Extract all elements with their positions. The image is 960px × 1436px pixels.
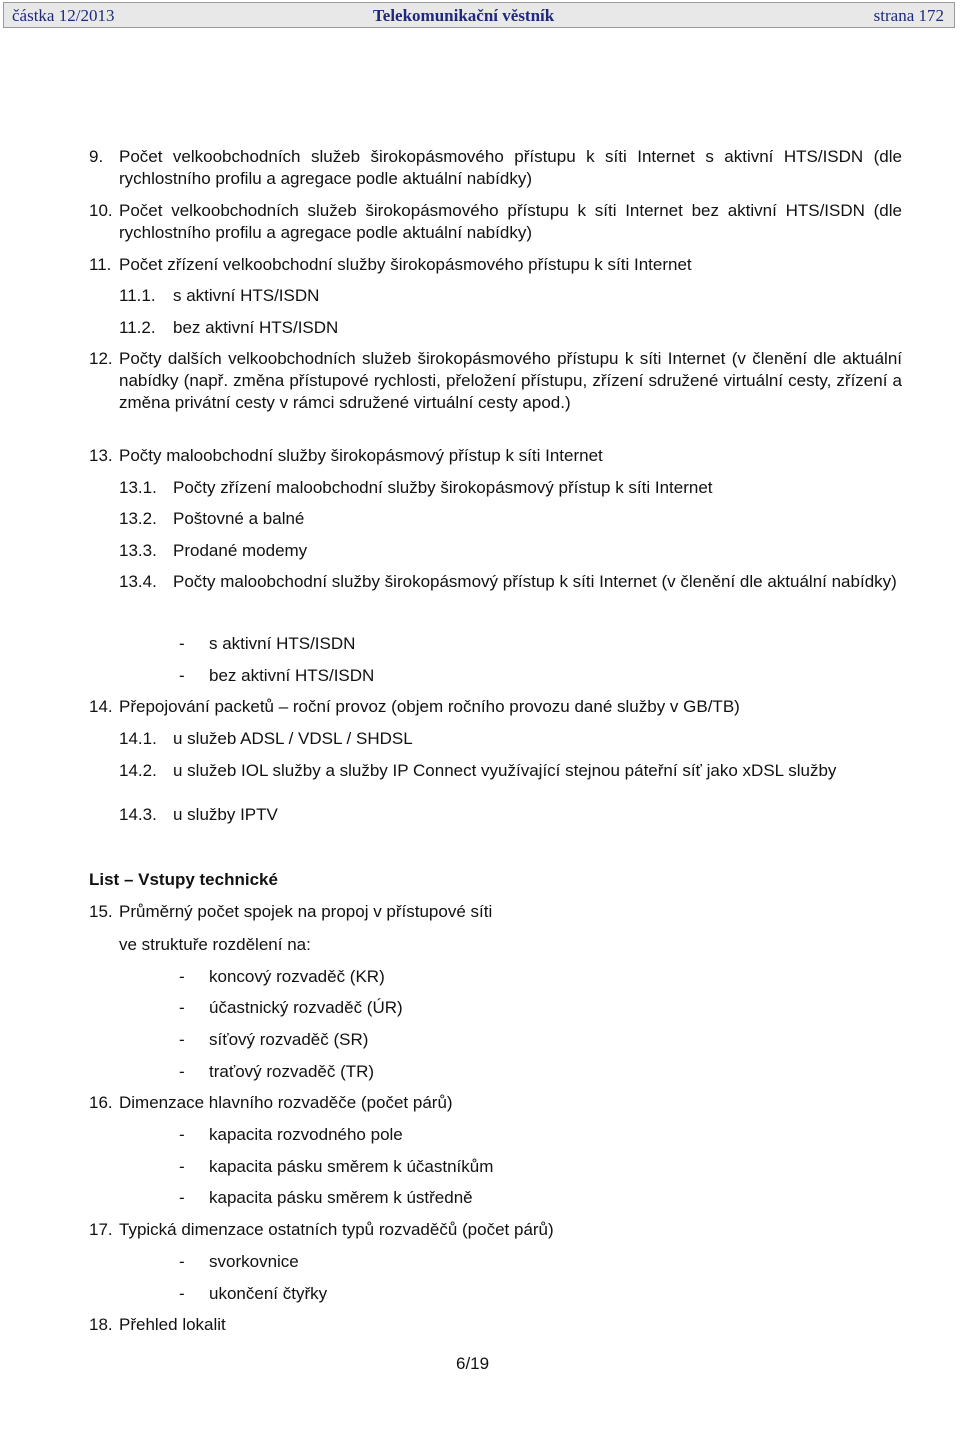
item-text: síťový rozvaděč (SR)	[209, 1030, 369, 1049]
item-text: Počty maloobchodní služby širokopásmový přístup k síti Internet (v členění dle aktuální nabídky)	[173, 572, 897, 591]
dash-marker: -	[179, 1252, 185, 1271]
item-text: bez aktivní HTS/ISDN	[173, 318, 339, 337]
item-text: kapacita rozvodného pole	[209, 1125, 403, 1144]
item-number: 17.	[89, 1220, 113, 1239]
item-text: Počty maloobchodní služby širokopásmový přístup k síti Internet	[119, 446, 603, 465]
item-number: 11.1.	[119, 286, 156, 305]
item-number: 13.1.	[119, 478, 157, 497]
item-text: s aktivní HTS/ISDN	[209, 634, 356, 653]
item-number: 13.3.	[119, 541, 157, 560]
list-item	[89, 146, 902, 190]
item-number: 15.	[89, 902, 113, 921]
item-text: kapacita pásku směrem k ústředně	[209, 1188, 473, 1207]
item-text: Přehled lokalit	[119, 1315, 226, 1334]
item-number: 9.	[89, 147, 104, 166]
subitem	[89, 728, 956, 750]
item-text: účastnický rozvaděč (ÚR)	[209, 998, 403, 1017]
subitem	[89, 804, 956, 826]
dash-item	[89, 665, 960, 687]
subitem	[89, 477, 956, 499]
subitem	[89, 508, 956, 530]
dash-item	[89, 1187, 960, 1209]
item-number: 11.2.	[119, 318, 156, 337]
subitem	[89, 317, 956, 339]
item-number: 14.1.	[119, 729, 157, 748]
item-text: svorkovnice	[209, 1252, 299, 1271]
dash-item	[89, 1283, 960, 1305]
journal-title: Telekomunikační věstník	[373, 6, 555, 25]
item-text: Typická dimenzace ostatních typů rozvaděčů (počet párů)	[119, 1220, 554, 1239]
sheet-heading	[89, 869, 872, 891]
item-text: bez aktivní HTS/ISDN	[209, 666, 375, 685]
item-number: 10.	[89, 201, 113, 220]
item-text: Počty zřízení maloobchodní služby širokopásmový přístup k síti Internet	[173, 478, 713, 497]
list-item	[89, 254, 902, 276]
item-number: 13.4.	[119, 572, 157, 591]
dash-marker: -	[179, 1284, 185, 1303]
dash-marker: -	[179, 634, 185, 653]
list-item	[89, 445, 902, 467]
dash-marker: -	[179, 1125, 185, 1144]
item-text: List – Vstupy technické	[89, 870, 278, 889]
item-text: u služby IPTV	[173, 805, 278, 824]
dash-item	[89, 1124, 960, 1146]
list-item	[89, 934, 902, 956]
item-number: 16.	[89, 1093, 113, 1112]
item-text: Počet zřízení velkoobchodní služby širokopásmového přístupu k síti Internet	[119, 255, 692, 274]
item-text: Prodané modemy	[173, 541, 308, 560]
item-text: Poštovné a balné	[173, 509, 305, 528]
dash-item	[89, 1029, 960, 1051]
item-text: u služeb IOL služby a služby IP Connect využívající stejnou páteřní síť jako xDSL služby	[173, 761, 837, 780]
dash-marker: -	[179, 666, 185, 685]
dash-item	[89, 1061, 960, 1083]
dash-marker: -	[179, 967, 185, 986]
item-number: 14.	[89, 697, 113, 716]
item-number: 13.	[89, 446, 113, 465]
page-label: strana 172	[873, 6, 944, 25]
dash-item	[89, 633, 960, 655]
dash-marker: -	[179, 1030, 185, 1049]
subitem	[89, 571, 956, 593]
subitem	[89, 760, 956, 782]
page-number: 6/19	[456, 1354, 490, 1373]
list-item	[89, 1219, 902, 1241]
dash-item	[89, 1251, 960, 1273]
dash-item	[89, 997, 960, 1019]
list-item	[89, 901, 902, 923]
item-text: Počet velkoobchodních služeb širokopásmového přístupu k síti Internet bez aktivní HTS/ISDN (dle rychlostního profilu a agregace podle aktuální nabídky)	[119, 201, 902, 242]
item-number: 11.	[89, 255, 112, 274]
subitem	[89, 540, 956, 562]
item-text: kapacita pásku směrem k účastníkům	[209, 1157, 494, 1176]
issue-label: částka 12/2013	[12, 6, 115, 25]
item-text: u služeb ADSL / VDSL / SHDSL	[173, 729, 413, 748]
page-header	[3, 2, 955, 28]
list-item	[89, 348, 902, 414]
dash-marker: -	[179, 1157, 185, 1176]
list-item	[89, 1092, 902, 1114]
dash-marker: -	[179, 1062, 185, 1081]
dash-marker: -	[179, 998, 185, 1017]
item-text: Počty dalších velkoobchodních služeb širokopásmového přístupu k síti Internet (v členění dle aktuální nabídky (např. změna přístupové rychlosti, přeložení přístupu, zřízení sdružené virtuální cesty, zřízení a změna privátní cesty v rámci sdružené virtuální cesty apod.)	[119, 349, 902, 412]
subitem	[89, 285, 956, 307]
item-text: koncový rozvaděč (KR)	[209, 967, 385, 986]
item-number: 14.3.	[119, 805, 157, 824]
list-item	[89, 696, 902, 718]
item-text: s aktivní HTS/ISDN	[173, 286, 320, 305]
item-text: Přepojování packetů – roční provoz (objem ročního provozu dané služby v GB/TB)	[119, 697, 740, 716]
list-item	[89, 200, 902, 244]
dash-marker: -	[179, 1188, 185, 1207]
item-number: 12.	[89, 349, 113, 368]
item-text: ve struktuře rozdělení na:	[119, 935, 311, 954]
item-number: 13.2.	[119, 509, 157, 528]
item-text: Počet velkoobchodních služeb širokopásmového přístupu k síti Internet s aktivní HTS/ISDN (dle rychlostního profilu a agregace podle aktuální nabídky)	[119, 147, 902, 188]
item-text: Průměrný počet spojek na propoj v přístupové síti	[119, 902, 493, 921]
item-number: 14.2.	[119, 761, 157, 780]
item-text: ukončení čtyřky	[209, 1284, 328, 1303]
item-text: traťový rozvaděč (TR)	[209, 1062, 375, 1081]
dash-item	[89, 966, 960, 988]
list-item	[89, 1314, 902, 1336]
item-text: Dimenzace hlavního rozvaděče (počet párů)	[119, 1093, 453, 1112]
item-number: 18.	[89, 1315, 113, 1334]
dash-item	[89, 1156, 960, 1178]
